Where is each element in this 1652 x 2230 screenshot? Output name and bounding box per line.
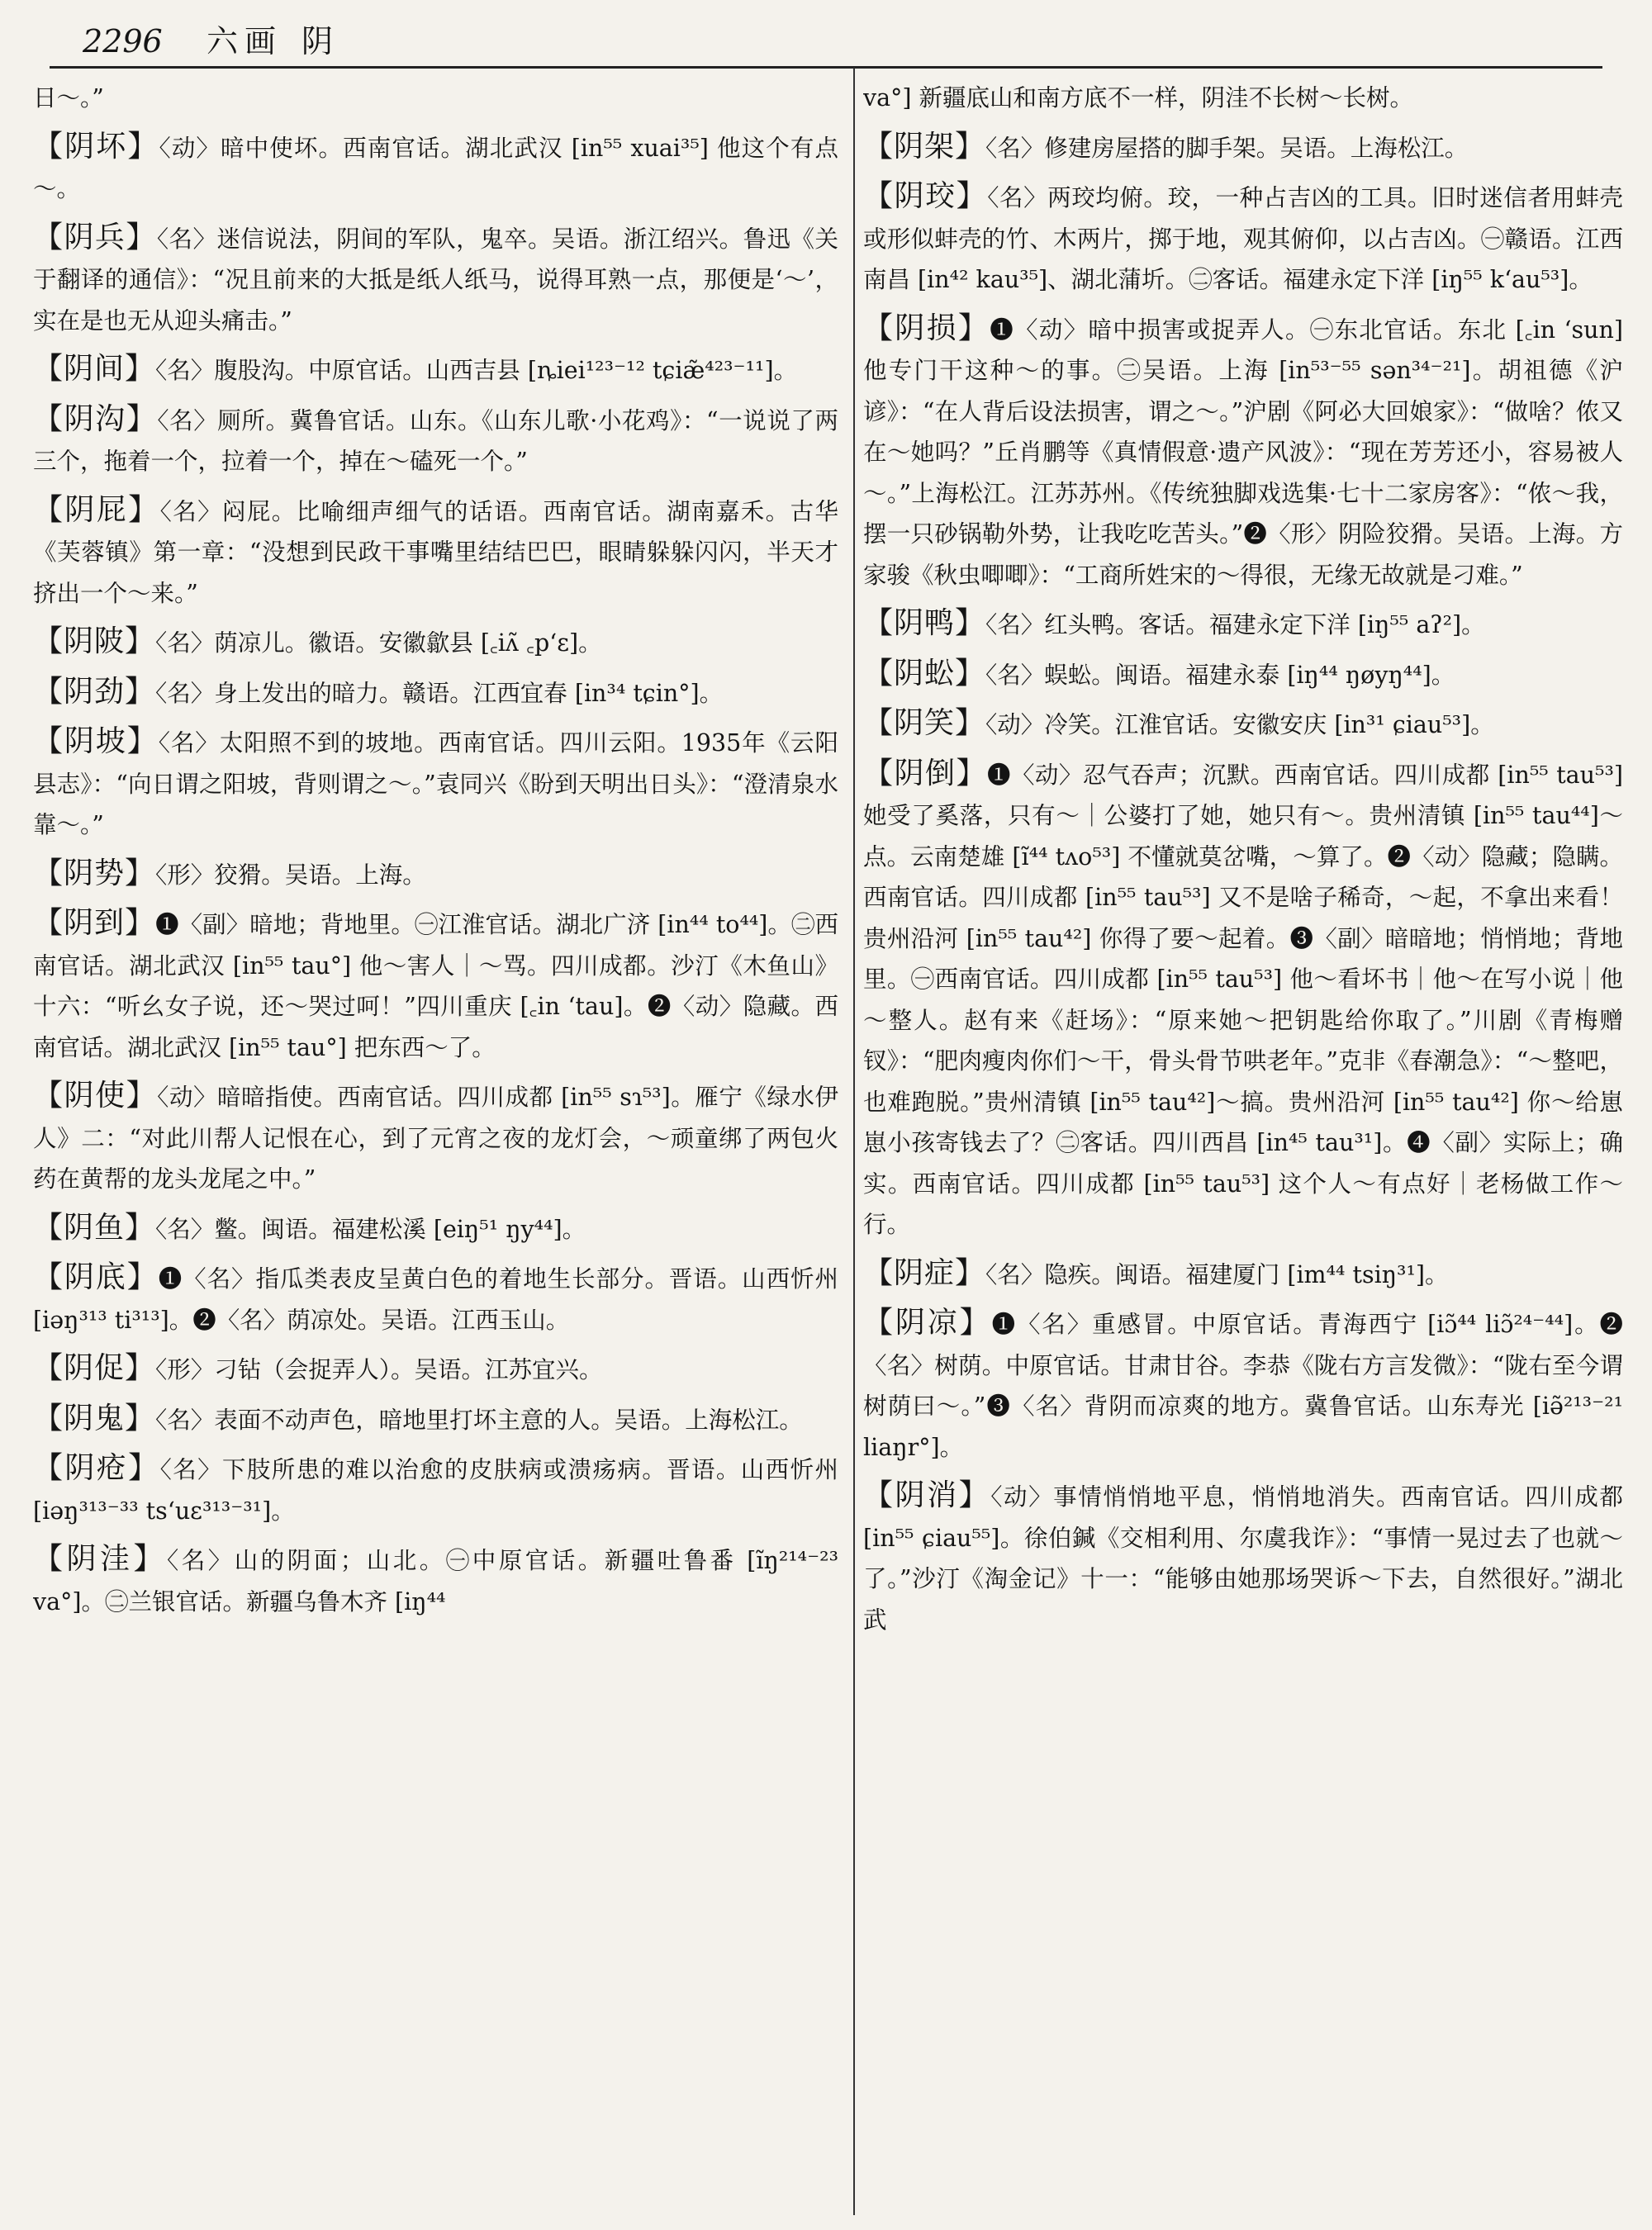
entry-headword: 【阴促】 [33, 1351, 156, 1385]
section-label: 六画 [206, 23, 283, 59]
header-rule [50, 66, 1602, 69]
left-column [33, 76, 838, 2215]
entry-definition: 〈名〉两珓均俯。珓，一种占吉凶的工具。旧时迷信者用蚌壳或形似蚌壳的竹、木两片，掷于地，观其俯仰，以占吉凶。㊀赣语。江西南昌 [in⁴² kau³⁵]、湖北蒲圻。㊁客话。福建永定下洋 [iŋ⁵⁵ kʻau⁵³]。 [863, 184, 1623, 293]
dictionary-entry [33, 126, 838, 210]
entry-headword: 【阴疮】 [33, 1451, 160, 1485]
entry-headword: 【阴鱼】 [33, 1210, 156, 1245]
entry-definition: 〈名〉修建房屋搭的脚手架。吴语。上海松江。 [985, 134, 1469, 162]
right-column [863, 76, 1623, 2215]
dictionary-entry [863, 653, 1623, 696]
entry-headword: 【阴鬼】 [33, 1401, 156, 1435]
entry-definition: 〈名〉迷信说法，阴间的军队，鬼卒。吴语。浙江绍兴。鲁迅《关于翻译的通信》：“况且前来的大抵是纸人纸马，说得耳熟一点，那便是‘～’，实在是也无从迎头痛击。” [33, 225, 838, 334]
entry-headword: 【阴凉】 [863, 1306, 992, 1340]
entry-headword: 【阴珓】 [863, 179, 988, 213]
entry-headword: 【阴笑】 [863, 706, 986, 740]
dictionary-entry [863, 176, 1623, 301]
dictionary-entry [863, 76, 1623, 119]
dictionary-entry [33, 853, 838, 896]
dictionary-entry [863, 1253, 1623, 1296]
entry-headword: 【阴坡】 [33, 724, 159, 758]
page-number: 2296 [83, 23, 163, 59]
entry-definition: 〈动〉冷笑。江淮官话。安徽安庆 [in³¹ ɕiau⁵³]。 [985, 711, 1494, 738]
entry-definition: 〈名〉蜈蚣。闽语。福建永泰 [iŋ⁴⁴ ŋøyŋ⁴⁴]。 [985, 661, 1455, 689]
dictionary-entry [33, 1075, 838, 1200]
page-header [50, 18, 1602, 64]
dictionary-entry [863, 703, 1623, 746]
entry-definition: 〈名〉厕所。冀鲁官话。山东。《山东儿歌·小花鸡》：“一说说了两三个，拖着一个，拉着一个，掉在～磕死一个。” [33, 406, 838, 475]
entry-headword: 【阴兵】 [33, 220, 157, 254]
entry-headword: 【阴沟】 [33, 401, 158, 436]
dictionary-entry [33, 1398, 838, 1441]
entry-headword: 【阴倒】 [863, 756, 987, 790]
dictionary-entry [863, 308, 1623, 596]
entry-headword: 【阴蚣】 [863, 656, 986, 690]
entry-headword: 【阴使】 [33, 1079, 158, 1113]
dictionary-entry [33, 399, 838, 482]
entry-definition: 〈名〉太阳照不到的坡地。西南官话。四川云阳。1935年《云阳县志》：“向日谓之阳坡，背则谓之～。”袁同兴《盼到天明出日头》：“澄清泉水靠～。” [33, 729, 838, 838]
dictionary-entry [33, 1348, 838, 1391]
entry-definition: 〈名〉表面不动声色，暗地里打坏主意的人。吴语。上海松江。 [155, 1406, 803, 1434]
entry-headword: 【阴屁】 [33, 492, 160, 527]
running-headword: 阴 [301, 23, 334, 59]
entry-definition: 〈名〉腹股沟。中原官话。山西吉县 [ȵiei¹²³⁻¹² tɕiæ̃⁴²³⁻¹¹]。 [155, 357, 798, 384]
dictionary-entry [33, 671, 838, 714]
dictionary-entry [33, 1448, 838, 1531]
entry-definition: ❶〈副〉暗地；背地里。㊀江淮官话。湖北广济 [in⁴⁴ to⁴⁴]。㊁西南官话。湖北武汉 [in⁵⁵ tau°] 他～害人｜～骂。四川成都。沙汀《木鱼山》十六：“听幺女子说，还～哭过呵！”四川重庆 [꜀in ʻtau]。❷〈动〉隐藏。西南官话。湖北武汉 [in⁵⁵ tau°] 把东西～了。 [33, 911, 838, 1061]
dictionary-entry [33, 1257, 838, 1340]
dictionary-entry [863, 753, 1623, 1245]
entry-headword: 【阴架】 [863, 129, 986, 164]
column-divider [853, 68, 855, 2215]
entry-definition: 〈名〉鳖。闽语。福建松溪 [eiŋ⁵¹ ŋy⁴⁴]。 [155, 1215, 586, 1243]
entry-definition: 〈名〉闷屁。比喻细声细气的话语。西南官话。湖南嘉禾。古华《芙蓉镇》第一章：“没想到民政干事嘴里结结巴巴，眼睛躲躲闪闪，半天才挤出一个～来。” [33, 497, 838, 607]
entry-headword: 【阴底】 [33, 1260, 159, 1294]
dictionary-entry [33, 76, 838, 119]
entry-headword: 【阴症】 [863, 1255, 986, 1290]
entry-headword: 【阴到】 [33, 906, 156, 940]
entry-headword: 【阴间】 [33, 352, 156, 386]
entry-definition: 日～。” [33, 84, 104, 112]
dictionary-entry [33, 721, 838, 846]
entry-definition: ❶〈名〉指瓜类表皮呈黄白色的着地生长部分。晋语。山西忻州 [iəŋ³¹³ ti³¹³]。❷〈名〉荫凉处。吴语。江西玉山。 [33, 1265, 838, 1334]
entry-definition: 〈名〉红头鸭。客话。福建永定下洋 [iŋ⁵⁵ aʔ²]。 [985, 611, 1485, 638]
entry-definition: 〈动〉事情悄悄地平息，悄悄地消失。西南官话。四川成都 [in⁵⁵ ɕiau⁵⁵]。徐伯鍼《交相利用、尔虞我诈》：“事情一晃过去了也就～了。”沙汀《淘金记》十一：“能够由她那场哭诉～下去，自然很好。”湖北武 [863, 1483, 1623, 1634]
entry-headword: 【阴鸭】 [863, 606, 986, 640]
entry-definition: 〈名〉山的阴面；山北。㊀中原官话。新疆吐鲁番 [ĩŋ²¹⁴⁻²³ va°]。㊁兰银官话。新疆乌鲁木齐 [iŋ⁴⁴ [33, 1547, 838, 1616]
dictionary-entry [863, 126, 1623, 169]
entry-headword: 【阴劲】 [33, 674, 156, 709]
dictionary-entry [33, 349, 838, 391]
entry-definition: 〈动〉暗暗指使。西南官话。四川成都 [in⁵⁵ sɿ⁵³]。雁宁《绿水伊人》二：“对此川帮人记恨在心，到了元宵之夜的龙灯会，～顽童绑了两包火药在黄帮的龙头龙尾之中。” [33, 1084, 838, 1193]
entry-definition: 〈名〉隐疾。闽语。福建厦门 [im⁴⁴ tsiŋ³¹]。 [985, 1260, 1449, 1288]
entry-definition: 〈名〉荫凉儿。徽语。安徽歙县 [꜀iʌ̃ ꜀pʻɛ]。 [155, 629, 602, 657]
dictionary-entry [863, 1302, 1623, 1468]
entry-definition: va°] 新疆底山和南方底不一样，阴洼不长树～长树。 [863, 84, 1414, 112]
entry-definition: 〈名〉下肢所患的难以治愈的皮肤病或溃疡病。晋语。山西忻州 [iəŋ³¹³⁻³³ tsʻuɛ³¹³⁻³¹]。 [33, 1456, 838, 1525]
dictionary-entry [33, 217, 838, 342]
dictionary-entry [33, 1208, 838, 1250]
entry-definition: ❶〈动〉忍气吞声；沉默。西南官话。四川成都 [in⁵⁵ tau⁵³] 她受了奚落，只有～｜公婆打了她，她只有～。贵州清镇 [in⁵⁵ tau⁴⁴]～点。云南楚雄 [ĩ⁴⁴ tʌo⁵³] 不懂就莫岔嘴，～算了。❷〈动〉隐藏；隐瞒。西南官话。四川成都 [in⁵⁵ tau⁵³] 又不是啥子稀奇，～起，不拿出来看！贵州沿河 [in⁵⁵ tau⁴²] 你得了要～起着。❸〈副〉暗暗地；悄悄地；背地里。㊀西南官话。四川成都 [in⁵⁵ tau⁵³] 他～看坏书｜他～在写小说｜他～整人。赵有来《赶场》：“原来她～把钥匙给你取了。”川剧《青梅赠钗》：“肥肉瘦肉你们～干，骨头骨节哄老年。”克非《春潮急》：“～整吧，也难跑脱。”贵州清镇 [in⁵⁵ tau⁴²]～搞。贵州沿河 [in⁵⁵ tau⁴²] 你～给崽崽小孩寄钱去了？㊁客话。四川西昌 [in⁴⁵ tau³¹]。❹〈副〉实际上；确实。西南官话。四川成都 [in⁵⁵ tau⁵³] 这个人～有点好｜老杨做工作～行。 [863, 761, 1623, 1238]
entry-headword: 【阴坏】 [33, 129, 159, 164]
dictionary-entry [33, 621, 838, 664]
dictionary-entry [33, 903, 838, 1068]
dictionary-entry [863, 603, 1623, 646]
entry-headword: 【阴损】 [863, 311, 990, 345]
entry-definition: 〈名〉身上发出的暗力。赣语。江西宜春 [in³⁴ tɕin°]。 [155, 679, 724, 707]
entry-definition: 〈动〉暗中使坏。西南官话。湖北武汉 [in⁵⁵ xuai³⁵] 他这个有点～。 [33, 134, 838, 202]
dictionary-entry [33, 1539, 838, 1622]
entry-definition: 〈形〉狡猾。吴语。上海。 [155, 861, 426, 889]
dictionary-entry [33, 490, 838, 614]
entry-headword: 【阴陂】 [33, 624, 156, 658]
entry-definition: ❶〈动〉暗中损害或捉弄人。㊀东北官话。东北 [꜀in ʻsun] 他专门干这种～的事。㊁吴语。上海 [in⁵³⁻⁵⁵ sən³⁴⁻²¹]。胡祖德《沪谚》：“在人背后设法损害，谓之～。”沪剧《阿必大回娘家》：“做啥？侬又在～她吗？”丘肖鹏等《真情假意·遗产风波》：“现在芳芳还小，容易被人～。”上海松江。江苏苏州。《传统独脚戏选集·七十二家房客》：“侬～我，摆一只砂锅勒外势，让我吃吃苦头。”❷〈形〉阴险狡猾。吴语。上海。方家骏《秋虫唧唧》：“工商所姓宋的～得很，无缘无故就是刁难。” [863, 316, 1623, 589]
entry-headword: 【阴消】 [863, 1478, 991, 1512]
dictionary-entry [863, 1475, 1623, 1640]
entry-headword: 【阴势】 [33, 856, 156, 890]
entry-definition: ❶〈名〉重感冒。中原官话。青海西宁 [iɔ̃⁴⁴ liɔ̃²⁴⁻⁴⁴]。❷〈名〉树荫。中原官话。甘肃甘谷。李恭《陇右方言发微》：“陇右至今谓树荫曰～。”❸〈名〉背阴而凉爽的地方。冀鲁官话。山东寿光 [iə̃²¹³⁻²¹ liaŋr°]。 [863, 1311, 1623, 1461]
entry-definition: 〈形〉刁钻（会捉弄人）。吴语。江苏宜兴。 [155, 1356, 603, 1383]
entry-headword: 【阴洼】 [33, 1542, 167, 1576]
